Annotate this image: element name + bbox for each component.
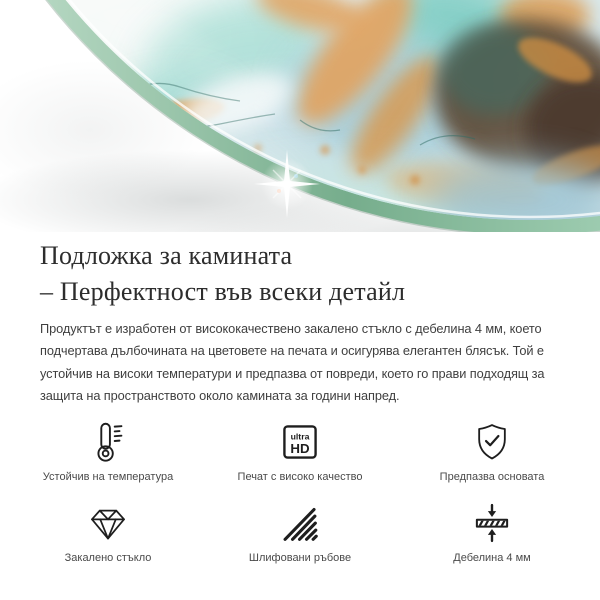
feature-base-protection: [396, 416, 588, 484]
feature-thickness: [396, 497, 588, 565]
ultra-hd-icon: [278, 416, 322, 464]
product-image: [0, 0, 600, 232]
page-title-line2: – Перфектност във всеки детайл: [40, 277, 406, 306]
feature-label: Закалено стъкло: [64, 551, 152, 564]
feature-label: Шлифовани ръбове: [248, 551, 352, 564]
feature-label: Печат с високо качество: [237, 470, 363, 483]
thickness-icon: [470, 497, 514, 545]
feature-label: Устойчив на температура: [42, 470, 174, 483]
thermometer-icon: [85, 416, 131, 464]
page-title-line1: Подложка за камината: [40, 241, 293, 270]
product-description-text: Продуктът е изработен от висококачествено закалено стъкло с дебелина 4 мм, което подчертава дълбочината на цветовете на печата и осигурява елегантен блясък. Той е устойчив на високи температури и предпазва от повреди, което го прави подходящ за защита на пространството около камината за години напред.: [40, 321, 545, 404]
feature-label: Дебелина 4 мм: [453, 551, 531, 564]
shield-check-icon: [470, 416, 514, 464]
feature-polished-edges: [204, 497, 396, 565]
diamond-icon: [86, 497, 130, 545]
feature-print-quality: [204, 416, 396, 484]
page-title: [40, 238, 560, 310]
features-grid: [0, 416, 600, 565]
polished-edges-icon: [279, 497, 321, 545]
feature-tempered-glass: [12, 497, 204, 565]
feature-label: Предпазва основата: [439, 470, 545, 483]
feature-temperature: [12, 416, 204, 484]
ultra-hd-text-bottom: HD: [290, 440, 310, 456]
ultra-hd-text-top: ultra: [290, 430, 310, 441]
product-photo: [0, 0, 600, 232]
